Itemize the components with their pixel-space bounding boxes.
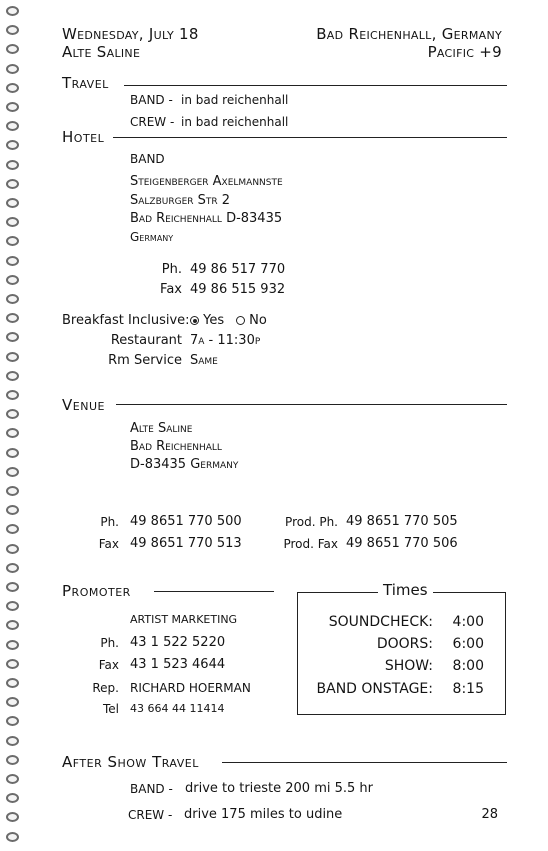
binding-ring (6, 198, 19, 208)
binding-ring (6, 736, 19, 746)
breakfast-no-option (236, 314, 267, 327)
venue-name: Alte Saline (130, 421, 193, 436)
promoter-fax: 43 1 523 4644 (130, 657, 226, 672)
binding-ring (6, 832, 19, 842)
binding-ring (6, 121, 19, 131)
binding-ring (6, 544, 19, 554)
times-title: Times (378, 583, 433, 598)
binding-ring (6, 774, 19, 784)
binding-ring (6, 313, 19, 323)
binding-ring (6, 44, 19, 54)
binding-ring (6, 428, 19, 438)
times-row-label: SOUNDCHECK: (328, 614, 433, 630)
binding-ring (6, 256, 19, 266)
binding-ring (6, 371, 19, 381)
hotel-fax-label: Fax (160, 282, 182, 297)
binding-ring (6, 352, 19, 362)
binding-ring (6, 217, 19, 227)
after-show-title: After Show Travel (62, 753, 199, 771)
after-show-band-text: drive to trieste 200 mi 5.5 hr (185, 781, 374, 796)
promoter-tel-label: Tel (102, 702, 119, 716)
binding-ring (6, 102, 19, 112)
times-row-label: SHOW: (384, 658, 433, 674)
binding-ring (6, 620, 19, 630)
binding-ring (6, 563, 19, 573)
binding-ring (6, 448, 19, 458)
binding-ring (6, 390, 19, 400)
binding-ring (6, 755, 19, 765)
travel-band-text: in bad reichenhall (181, 93, 289, 107)
travel-rule (124, 85, 507, 86)
times-row-label: BAND ONSTAGE: (316, 681, 433, 697)
after-show-rule (222, 762, 507, 763)
binding-ring (6, 659, 19, 669)
after-show-band-label: BAND - (130, 782, 173, 796)
venue-fax: 49 8651 770 513 (130, 536, 242, 551)
hotel-group: BAND (130, 152, 165, 166)
binding-ring (6, 409, 19, 419)
binding-ring (6, 25, 19, 35)
binding-ring (6, 812, 19, 822)
binding-ring (6, 275, 19, 285)
page-number: 28 (481, 807, 498, 822)
venue-postal: D-83435 Germany (130, 457, 239, 472)
times-row-value: 6:00 (452, 636, 484, 652)
travel-band-label: BAND - (130, 93, 173, 107)
hotel-title: Hotel (62, 128, 105, 146)
binding-ring (6, 140, 19, 150)
binding-ring (6, 467, 19, 477)
promoter-fax-label: Fax (98, 658, 119, 672)
promoter-ph: 43 1 522 5220 (130, 635, 226, 650)
travel-crew-label: CREW - (130, 115, 175, 129)
hotel-ph: 49 86 517 770 (190, 262, 286, 277)
header-location: Bad Reichenhall, Germany (316, 25, 502, 43)
promoter-title: Promoter (62, 582, 131, 600)
times-row-label: DOORS: (376, 636, 433, 652)
promoter-rep-label: Rep. (92, 681, 119, 695)
restaurant-label: Restaurant (110, 333, 182, 348)
breakfast-no-label: No (249, 313, 267, 328)
radio-empty-icon (236, 316, 245, 325)
promoter-tel: 43 664 44 11414 (130, 702, 225, 715)
binding-ring (6, 236, 19, 246)
rm-service-hours: Same (190, 353, 218, 368)
venue-prod-ph-label: Prod. Ph. (285, 515, 338, 529)
travel-crew-text: in bad reichenhall (181, 115, 289, 129)
times-row-value: 8:00 (452, 658, 484, 674)
promoter-ph-label: Ph. (100, 636, 119, 650)
binding-ring (6, 524, 19, 534)
breakfast-yes-label: Yes (203, 313, 225, 328)
times-row-value: 8:15 (452, 681, 484, 697)
hotel-name: Steigenberger Axelmannste (130, 174, 283, 189)
hotel-country: Germany (130, 230, 174, 244)
venue-prod-fax: 49 8651 770 506 (346, 536, 458, 551)
venue-fax-label: Fax (98, 537, 119, 551)
venue-city: Bad Reichenhall (130, 439, 222, 454)
promoter-rule (154, 591, 274, 592)
promoter-company: ARTIST MARKETING (130, 613, 238, 626)
breakfast-yes-option (190, 314, 224, 327)
after-show-crew-text: drive 175 miles to udine (184, 807, 343, 822)
radio-selected-icon (190, 316, 199, 325)
binding-ring (6, 64, 19, 74)
venue-ph-label: Ph. (100, 515, 119, 529)
promoter-rep: RICHARD HOERMAN (130, 681, 251, 695)
header-date: Wednesday, July 18 (62, 25, 199, 43)
binding-ring (6, 716, 19, 726)
venue-title: Venue (62, 396, 105, 414)
venue-rule (116, 404, 507, 405)
binding-ring (6, 505, 19, 515)
binding-ring (6, 486, 19, 496)
hotel-fax: 49 86 515 932 (190, 282, 286, 297)
binding-ring (6, 640, 19, 650)
binding-ring (6, 793, 19, 803)
venue-prod-ph: 49 8651 770 505 (346, 514, 458, 529)
binding-ring (6, 582, 19, 592)
binding-ring (6, 601, 19, 611)
binding-ring (6, 294, 19, 304)
spiral-binding (0, 0, 30, 851)
header-timezone: Pacific +9 (427, 43, 502, 61)
binding-ring (6, 179, 19, 189)
binding-ring (6, 83, 19, 93)
rm-service-label: Rm Service (108, 353, 182, 368)
binding-ring (6, 332, 19, 342)
breakfast-label: Breakfast Inclusive: (62, 313, 190, 328)
venue-prod-fax-label: Prod. Fax (283, 537, 338, 551)
travel-title: Travel (62, 74, 109, 92)
venue-ph: 49 8651 770 500 (130, 514, 242, 529)
hotel-city: Bad Reichenhall D-83435 (130, 211, 283, 226)
times-row-value: 4:00 (452, 614, 484, 630)
hotel-rule (113, 137, 507, 138)
hotel-street: Salzburger Str 2 (130, 193, 231, 208)
header-venue-name: Alte Saline (62, 43, 141, 61)
binding-ring (6, 697, 19, 707)
binding-ring (6, 678, 19, 688)
binding-ring (6, 160, 19, 170)
after-show-crew-label: CREW - (128, 808, 173, 822)
restaurant-hours: 7a - 11:30p (190, 333, 261, 348)
hotel-ph-label: Ph. (161, 262, 182, 277)
binding-ring (6, 6, 19, 16)
